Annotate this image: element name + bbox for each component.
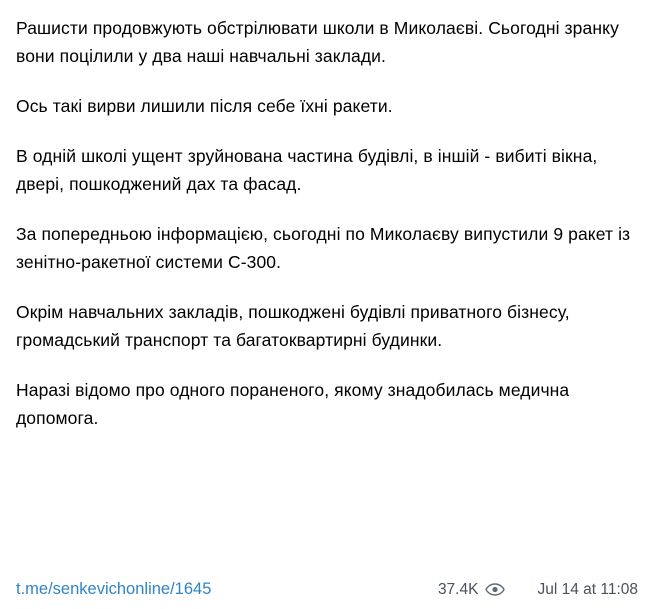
post-message-body bbox=[16, 14, 638, 609]
post-meta bbox=[438, 581, 638, 599]
post-paragraph: За попередньою інформацією, сьогодні по Миколаєву випустили 9 ракет із зенітно-ракетної системи С-300. bbox=[16, 224, 631, 272]
post-paragraph: Рашисти продовжують обстрілювати школи в Миколаєві. Сьогодні зранку вони поцілили у два наші навчальні заклади. bbox=[16, 18, 619, 66]
post-paragraph: Наразі відомо про одного пораненого, якому знадобилась медична допомога. bbox=[16, 380, 570, 428]
view-count-group bbox=[438, 581, 506, 599]
post-paragraph: Ось такі вирви лишили після себе їхні ракети. bbox=[16, 96, 393, 116]
post-footer bbox=[0, 580, 654, 609]
post-paragraph: Окрім навчальних закладів, пошкоджені будівлі приватного бізнесу, громадський транспорт та багатоквартирні будинки. bbox=[16, 302, 570, 350]
post-paragraph: В одній школі ущент зруйнована частина будівлі, в іншій - вибиті вікна, двері, пошкоджений дах та фасад. bbox=[16, 146, 598, 194]
eye-icon bbox=[485, 583, 505, 596]
post-timestamp: Jul 14 at 11:08 bbox=[537, 580, 638, 598]
view-count-label: 37.4K bbox=[437, 580, 479, 598]
post-permalink[interactable]: t.me/senkevichonline/1645 bbox=[16, 580, 212, 598]
